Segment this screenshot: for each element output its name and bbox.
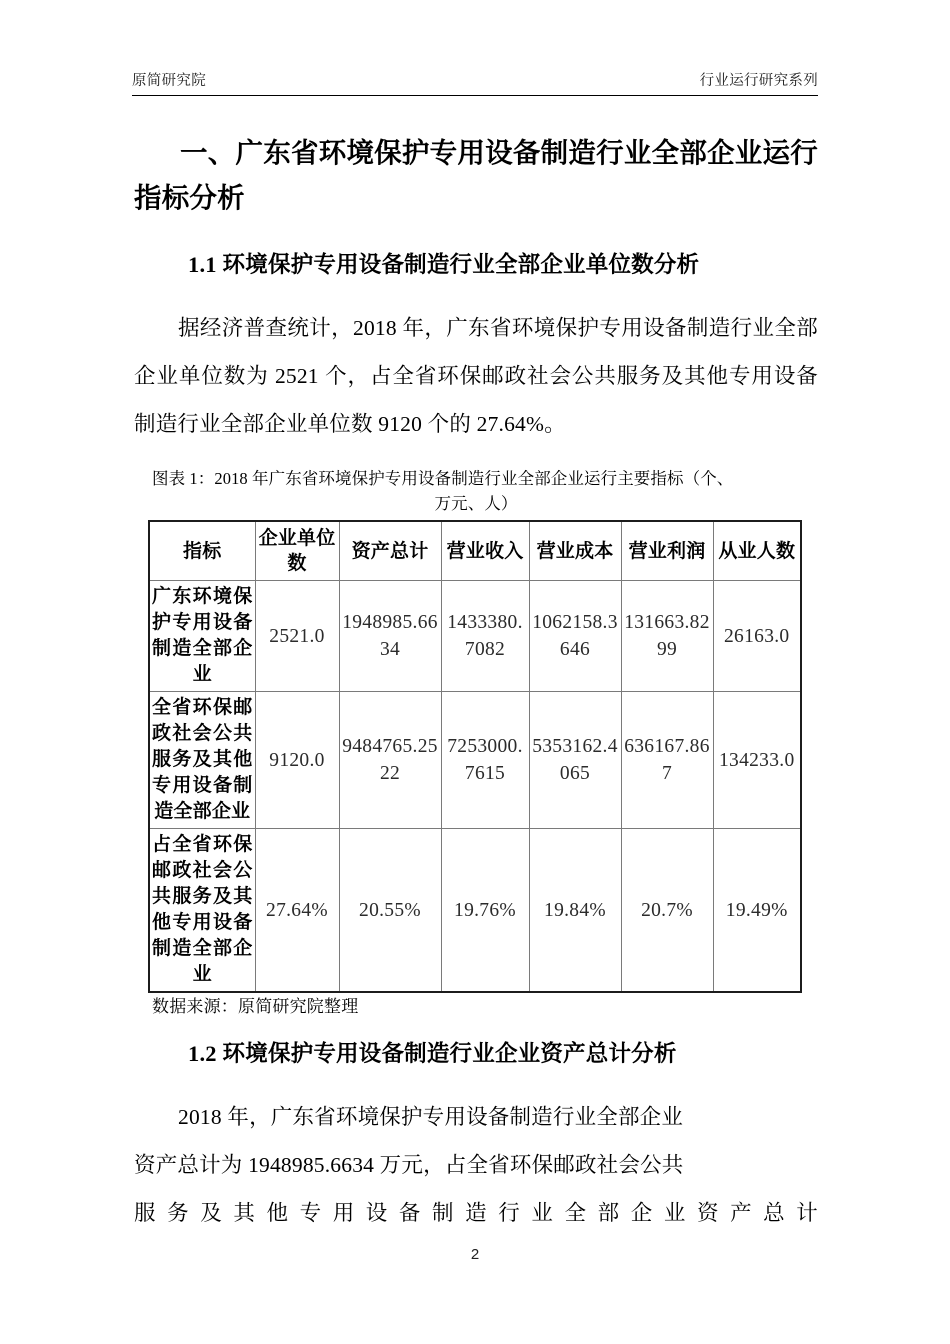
row-label: 占全省环保邮政社会公共服务及其他专用设备制造全部企业 (149, 829, 255, 993)
cell-operating-profit: 636167.867 (621, 692, 713, 829)
cell-employees: 19.49% (713, 829, 801, 993)
cell-employees: 134233.0 (713, 692, 801, 829)
cell-total-assets: 9484765.2522 (339, 692, 441, 829)
cell-total-assets: 1948985.6634 (339, 581, 441, 692)
cell-total-assets: 20.55% (339, 829, 441, 993)
document-body (134, 130, 818, 1237)
paragraph-2-line-2: 资产总计为 1948985.6634 万元，占全省环保邮政社会公共 (134, 1153, 684, 1177)
page-title: 一、广东省环境保护专用设备制造行业全部企业运行指标分析 (134, 137, 818, 213)
data-source-note: 数据来源：原简研究院整理 (152, 997, 359, 1016)
page-number: 2 (470, 1246, 480, 1263)
row-label: 全省环保邮政社会公共服务及其他专用设备制造全部企业 (149, 692, 255, 829)
indicators-table (148, 520, 802, 993)
table-row (149, 829, 801, 993)
figure-caption-line-2: 万元、人） (434, 494, 518, 513)
cell-operating-revenue: 19.76% (441, 829, 529, 993)
section-heading-1-2: 1.2 环境保护专用设备制造行业企业资产总计分析 (188, 1041, 677, 1066)
cell-operating-cost: 19.84% (529, 829, 621, 993)
page-footer (0, 1246, 950, 1263)
paragraph-2-line-3: 服务及其他专用设备制造行业全部企业资产总计 (134, 1201, 818, 1225)
cell-operating-cost: 5353162.4065 (529, 692, 621, 829)
figure-caption (134, 466, 818, 516)
figure-caption-line-1: 图表 1：2018 年广东省环境保护专用设备制造行业全部企业运行主要指标（个、 (152, 469, 734, 488)
cell-operating-revenue: 1433380.7082 (441, 581, 529, 692)
table-row (149, 692, 801, 829)
cell-unit-count: 27.64% (255, 829, 339, 993)
column-header-total-assets: 资产总计 (339, 521, 441, 581)
row-label: 广东环境保护专用设备制造全部企业 (149, 581, 255, 692)
spacer (134, 1021, 818, 1037)
spacer (134, 1071, 818, 1093)
cell-operating-revenue: 7253000.7615 (441, 692, 529, 829)
header-right-text: 行业运行研究系列 (699, 73, 818, 89)
running-header (132, 64, 818, 94)
column-header-employees: 从业人数 (713, 521, 801, 581)
column-header-operating-cost: 营业成本 (529, 521, 621, 581)
paragraph-1: 据经济普查统计，2018 年，广东省环境保护专用设备制造行业全部企业单位数为 2521 个，占全省环保邮政社会公共服务及其他专用设备制造行业全部企业单位数 9120 个的 27.64%。 (134, 316, 818, 436)
column-header-unit-count: 企业单位数 (255, 521, 339, 581)
cell-unit-count: 2521.0 (255, 581, 339, 692)
cell-operating-profit: 131663.8299 (621, 581, 713, 692)
header-divider (132, 95, 818, 96)
spacer (134, 448, 818, 466)
paragraph-2-line-1: 2018 年，广东省环境保护专用设备制造行业全部企业 (178, 1105, 684, 1129)
cell-operating-profit: 20.7% (621, 829, 713, 993)
table-row (149, 581, 801, 692)
section-heading-1-1: 1.1 环境保护专用设备制造行业全部企业单位数分析 (188, 252, 700, 277)
table-container (134, 520, 818, 993)
cell-operating-cost: 1062158.3646 (529, 581, 621, 692)
spacer (134, 282, 818, 304)
column-header-operating-revenue: 营业收入 (441, 521, 529, 581)
cell-unit-count: 9120.0 (255, 692, 339, 829)
column-header-indicator: 指标 (149, 521, 255, 581)
column-header-operating-profit: 营业利润 (621, 521, 713, 581)
header-left-text: 原简研究院 (132, 73, 206, 89)
cell-employees: 26163.0 (713, 581, 801, 692)
spacer (134, 220, 818, 248)
table-header-row (149, 521, 801, 581)
